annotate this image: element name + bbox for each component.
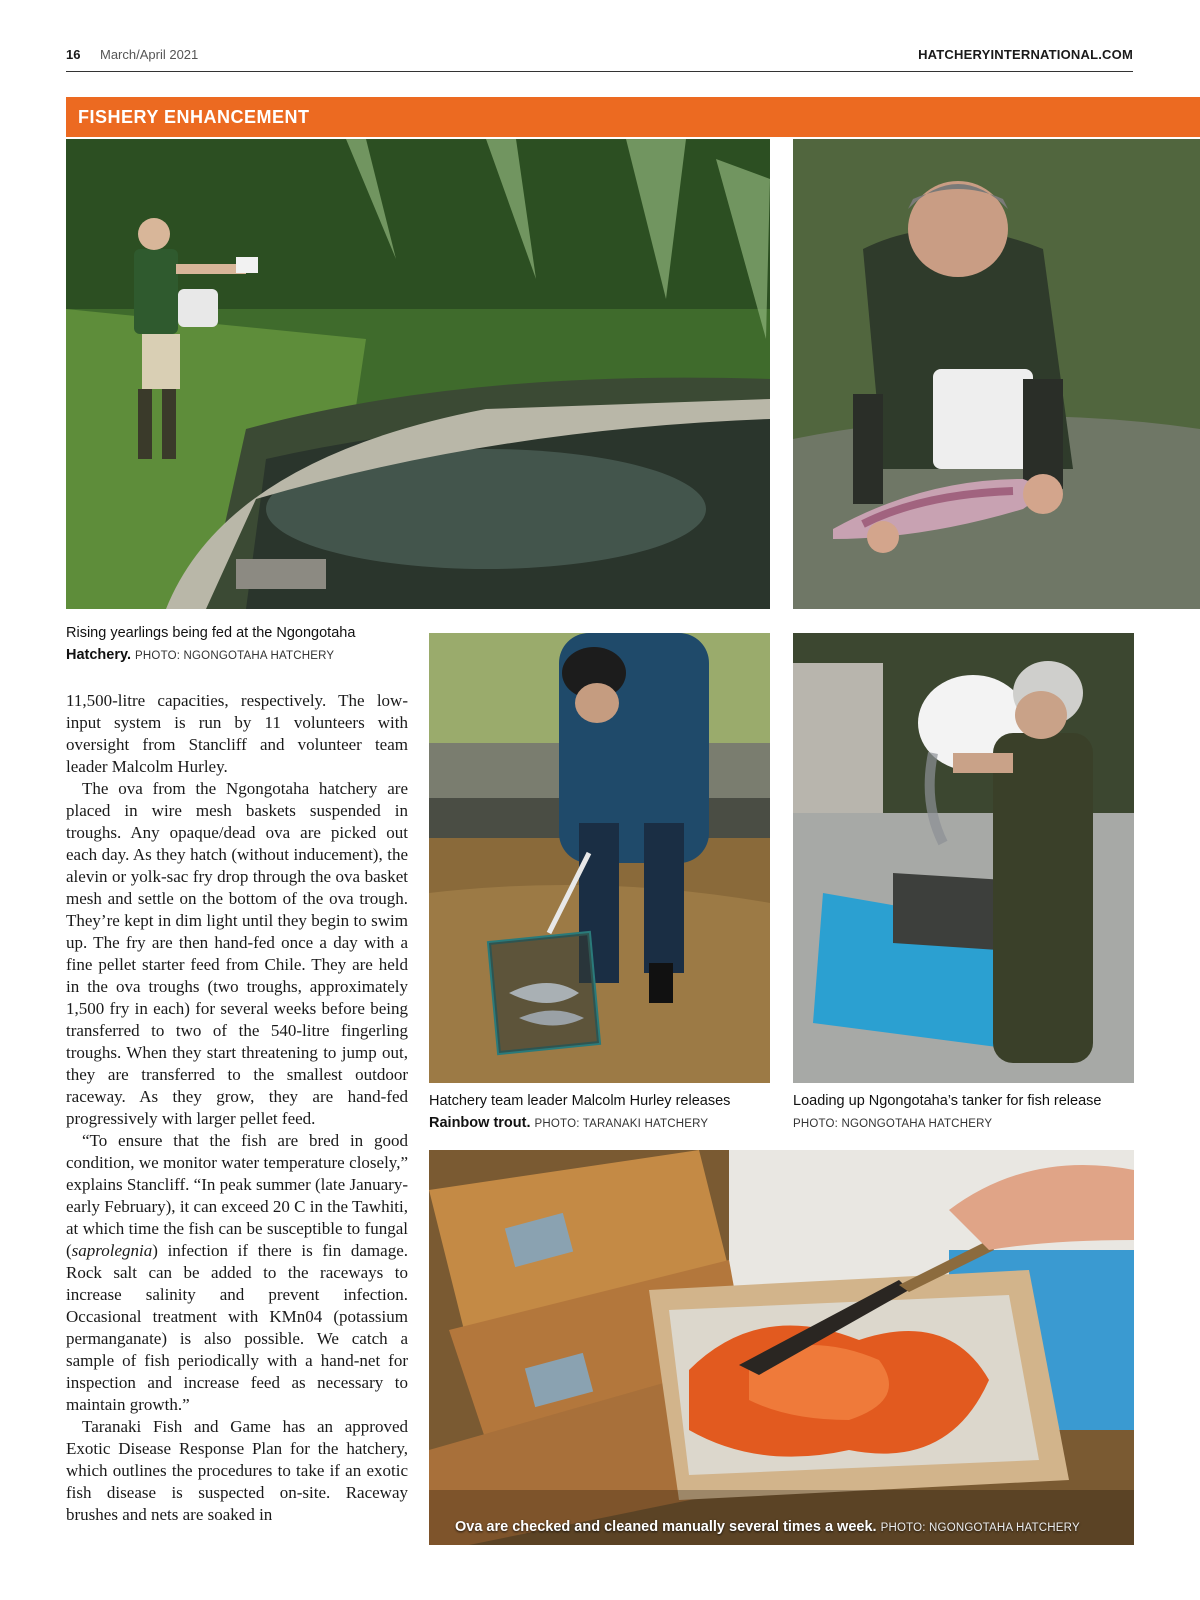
caption-release bbox=[429, 1090, 774, 1135]
caption-release-line1: Hatchery team leader Malcolm Hurley releases bbox=[429, 1093, 731, 1109]
caption-feeding-line1: Rising yearlings being fed at the Ngongotaha bbox=[66, 625, 356, 641]
caption-ova-text: Ova are checked and cleaned manually several times a week. bbox=[455, 1519, 877, 1535]
article-body bbox=[66, 690, 408, 1526]
page-number: 16 bbox=[66, 47, 81, 62]
photo-man-holding-trout bbox=[793, 139, 1200, 609]
caption-ova bbox=[455, 1519, 1080, 1535]
article-paragraph-1: 11,500-litre capacities, respectively. The low-input system is run by 11 volunteers with oversight from Stancliff and volunteer team leader Malcolm Hurley. bbox=[66, 691, 408, 776]
caption-feeding-credit: PHOTO: NGONGOTAHA HATCHERY bbox=[135, 650, 335, 662]
photo-releasing-trout bbox=[429, 633, 770, 1083]
caption-ova-credit: PHOTO: NGONGOTAHA HATCHERY bbox=[880, 1522, 1080, 1534]
page-header bbox=[66, 44, 1133, 72]
photo-ova-trays bbox=[429, 1150, 1134, 1545]
article-paragraph-3a: “To ensure that the fish are bred in good condition, we monitor water temperature closely,” explains Stancliff. “In peak summer (late January-early February), it can exceed 20 C in the Tawhiti, at which time the fish can be susceptible to fungal ( bbox=[66, 1131, 408, 1260]
section-title: FISHERY ENHANCEMENT bbox=[78, 107, 310, 127]
section-banner bbox=[66, 97, 1200, 137]
article-paragraph-3 bbox=[66, 1130, 408, 1416]
site-url: HATCHERYINTERNATIONAL.COM bbox=[918, 47, 1133, 62]
caption-feeding-line2: Hatchery. bbox=[66, 647, 132, 663]
caption-tanker bbox=[793, 1090, 1153, 1135]
caption-release-credit: PHOTO: TARANAKI HATCHERY bbox=[534, 1118, 709, 1130]
caption-release-line2: Rainbow trout. bbox=[429, 1115, 531, 1131]
caption-feeding bbox=[66, 622, 406, 667]
photo-loading-tanker bbox=[793, 633, 1134, 1083]
photo-feeding-yearlings bbox=[66, 139, 770, 609]
article-paragraph-3b: ) infection if there is fin damage. Rock salt can be added to the raceways to increase salinity and prevent infection. Occasional treatment with KMn04 (potassium permanganate) is also possible. We catch a sample of fish periodically with a hand-net for inspection and increase feed as necessary to maintain growth.” bbox=[66, 1241, 408, 1414]
article-paragraph-2: The ova from the Ngongotaha hatchery are placed in wire mesh baskets suspended in troughs. Any opaque/dead ova are picked out each day. As they hatch (without inducement), the alevin or yolk-sac fry drop through the ova basket mesh and settle on the bottom of the ova trough. They’re kept in dim light until they begin to swim up. The fry are then hand-fed once a day with a fine pellet starter feed from Chile. They are held in the ova troughs (two troughs, approximately 1,500 fry in each) for several weeks before being transferred to two of the 540-litre fingerling troughs. When they start threatening to jump out, they are transferred to the smallest outdoor raceway. As they grow, they are hand-fed progressively with larger pellet feed. bbox=[66, 779, 408, 1128]
issue-date: March/April 2021 bbox=[100, 47, 199, 62]
caption-tanker-credit: PHOTO: NGONGOTAHA HATCHERY bbox=[793, 1118, 993, 1130]
caption-tanker-line1: Loading up Ngongotaha’s tanker for fish release bbox=[793, 1093, 1102, 1109]
article-italic-term: saprolegnia bbox=[71, 1241, 153, 1260]
article-paragraph-4: Taranaki Fish and Game has an approved Exotic Disease Response Plan for the hatchery, which outlines the procedures to take if an exotic fish disease is suspected on-site. Raceway brushes and nets are soaked in bbox=[66, 1417, 408, 1524]
